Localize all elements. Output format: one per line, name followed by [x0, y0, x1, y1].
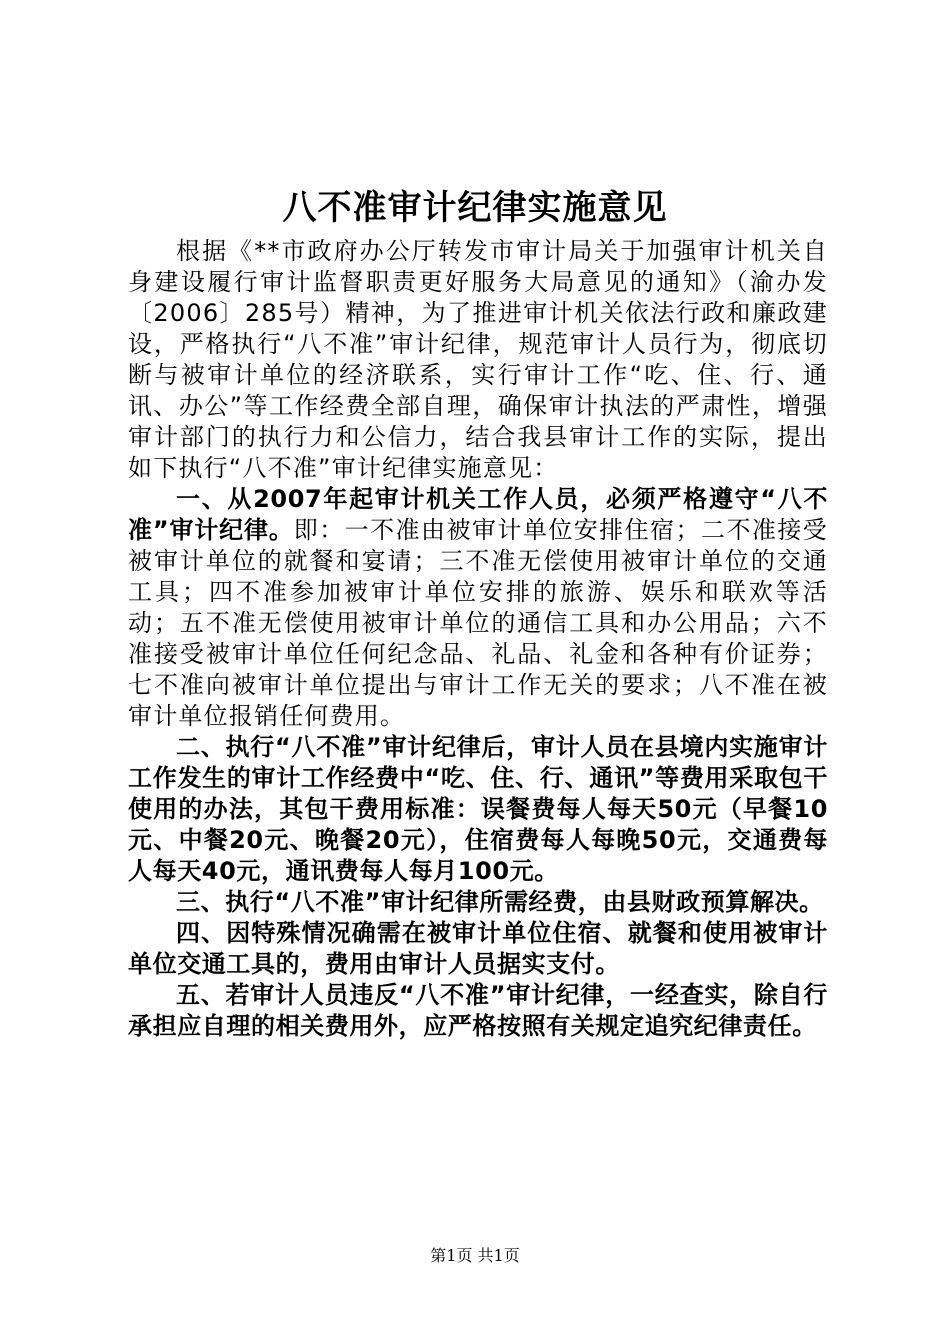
paragraph-item-one-rest: 即：一不准由被审计单位安排住宿；二不准接受被审计单位的就餐和宴请；三不准无偿使用被审计单位的交通工具；四不准参加被审计单位安排的旅游、娱乐和联欢等活动；五不准无偿使用被审计单位的通信工具和办公用品；六不准接受被审计单位任何纪念品、礼品、礼金和各种有价证券；七不准向被审计单位提出与审计工作无关的要求；八不准在被审计单位报销任何费用。 — [128, 516, 828, 730]
document-title: 八不准审计纪律实施意见 — [282, 188, 668, 228]
paragraph-item-one-lead: 一、从2007年起审计机关工作人员，必须严格遵守“八不准”审计纪律。 — [128, 485, 828, 544]
paragraph-item-three: 三、执行“八不准”审计纪律所需经费，由县财政预算解决。 — [176, 888, 824, 916]
paragraph-preamble: 根据《**市政府办公厅转发市审计局关于加强审计机关自身建设履行审计监督职责更好服务大局意见的通知》（渝办发〔2006〕285号）精神，为了推进审计机关依法行政和廉政建设，严格执行“八不准”审计纪律，规范审计人员行为，彻底切断与被审计单位的经济联系，实行审计工作“吃、住、行、通讯、办公”等工作经费全部自理，确保审计执法的严肃性，增强审计部门的执行力和公信力，结合我县审计工作的实际，提出如下执行“八不准”审计纪律实施意见： — [128, 237, 828, 482]
paragraph-item-two: 二、执行“八不准”审计纪律后，审计人员在县境内实施审计工作发生的审计工作经费中“吃、住、行、通讯”等费用采取包干使用的办法，其包干费用标准：误餐费每人每天50元（早餐10元、中餐20元、晚餐20元），住宿费每人每晚50元，交通费每人每天40元，通讯费每人每月100元。 — [128, 733, 828, 885]
paragraph-item-four: 四、因特殊情况确需在被审计单位住宿、就餐和使用被审计单位交通工具的，费用由审计人员据实支付。 — [128, 919, 828, 978]
page-number-footer: 第1页 共1页 — [430, 1246, 520, 1265]
paragraph-item-five: 五、若审计人员违反“八不准”审计纪律，一经查实，除自行承担应自理的相关费用外，应严格按照有关规定追究纪律责任。 — [128, 981, 828, 1040]
paragraph-item-one — [128, 484, 828, 732]
document-body — [128, 236, 828, 1042]
